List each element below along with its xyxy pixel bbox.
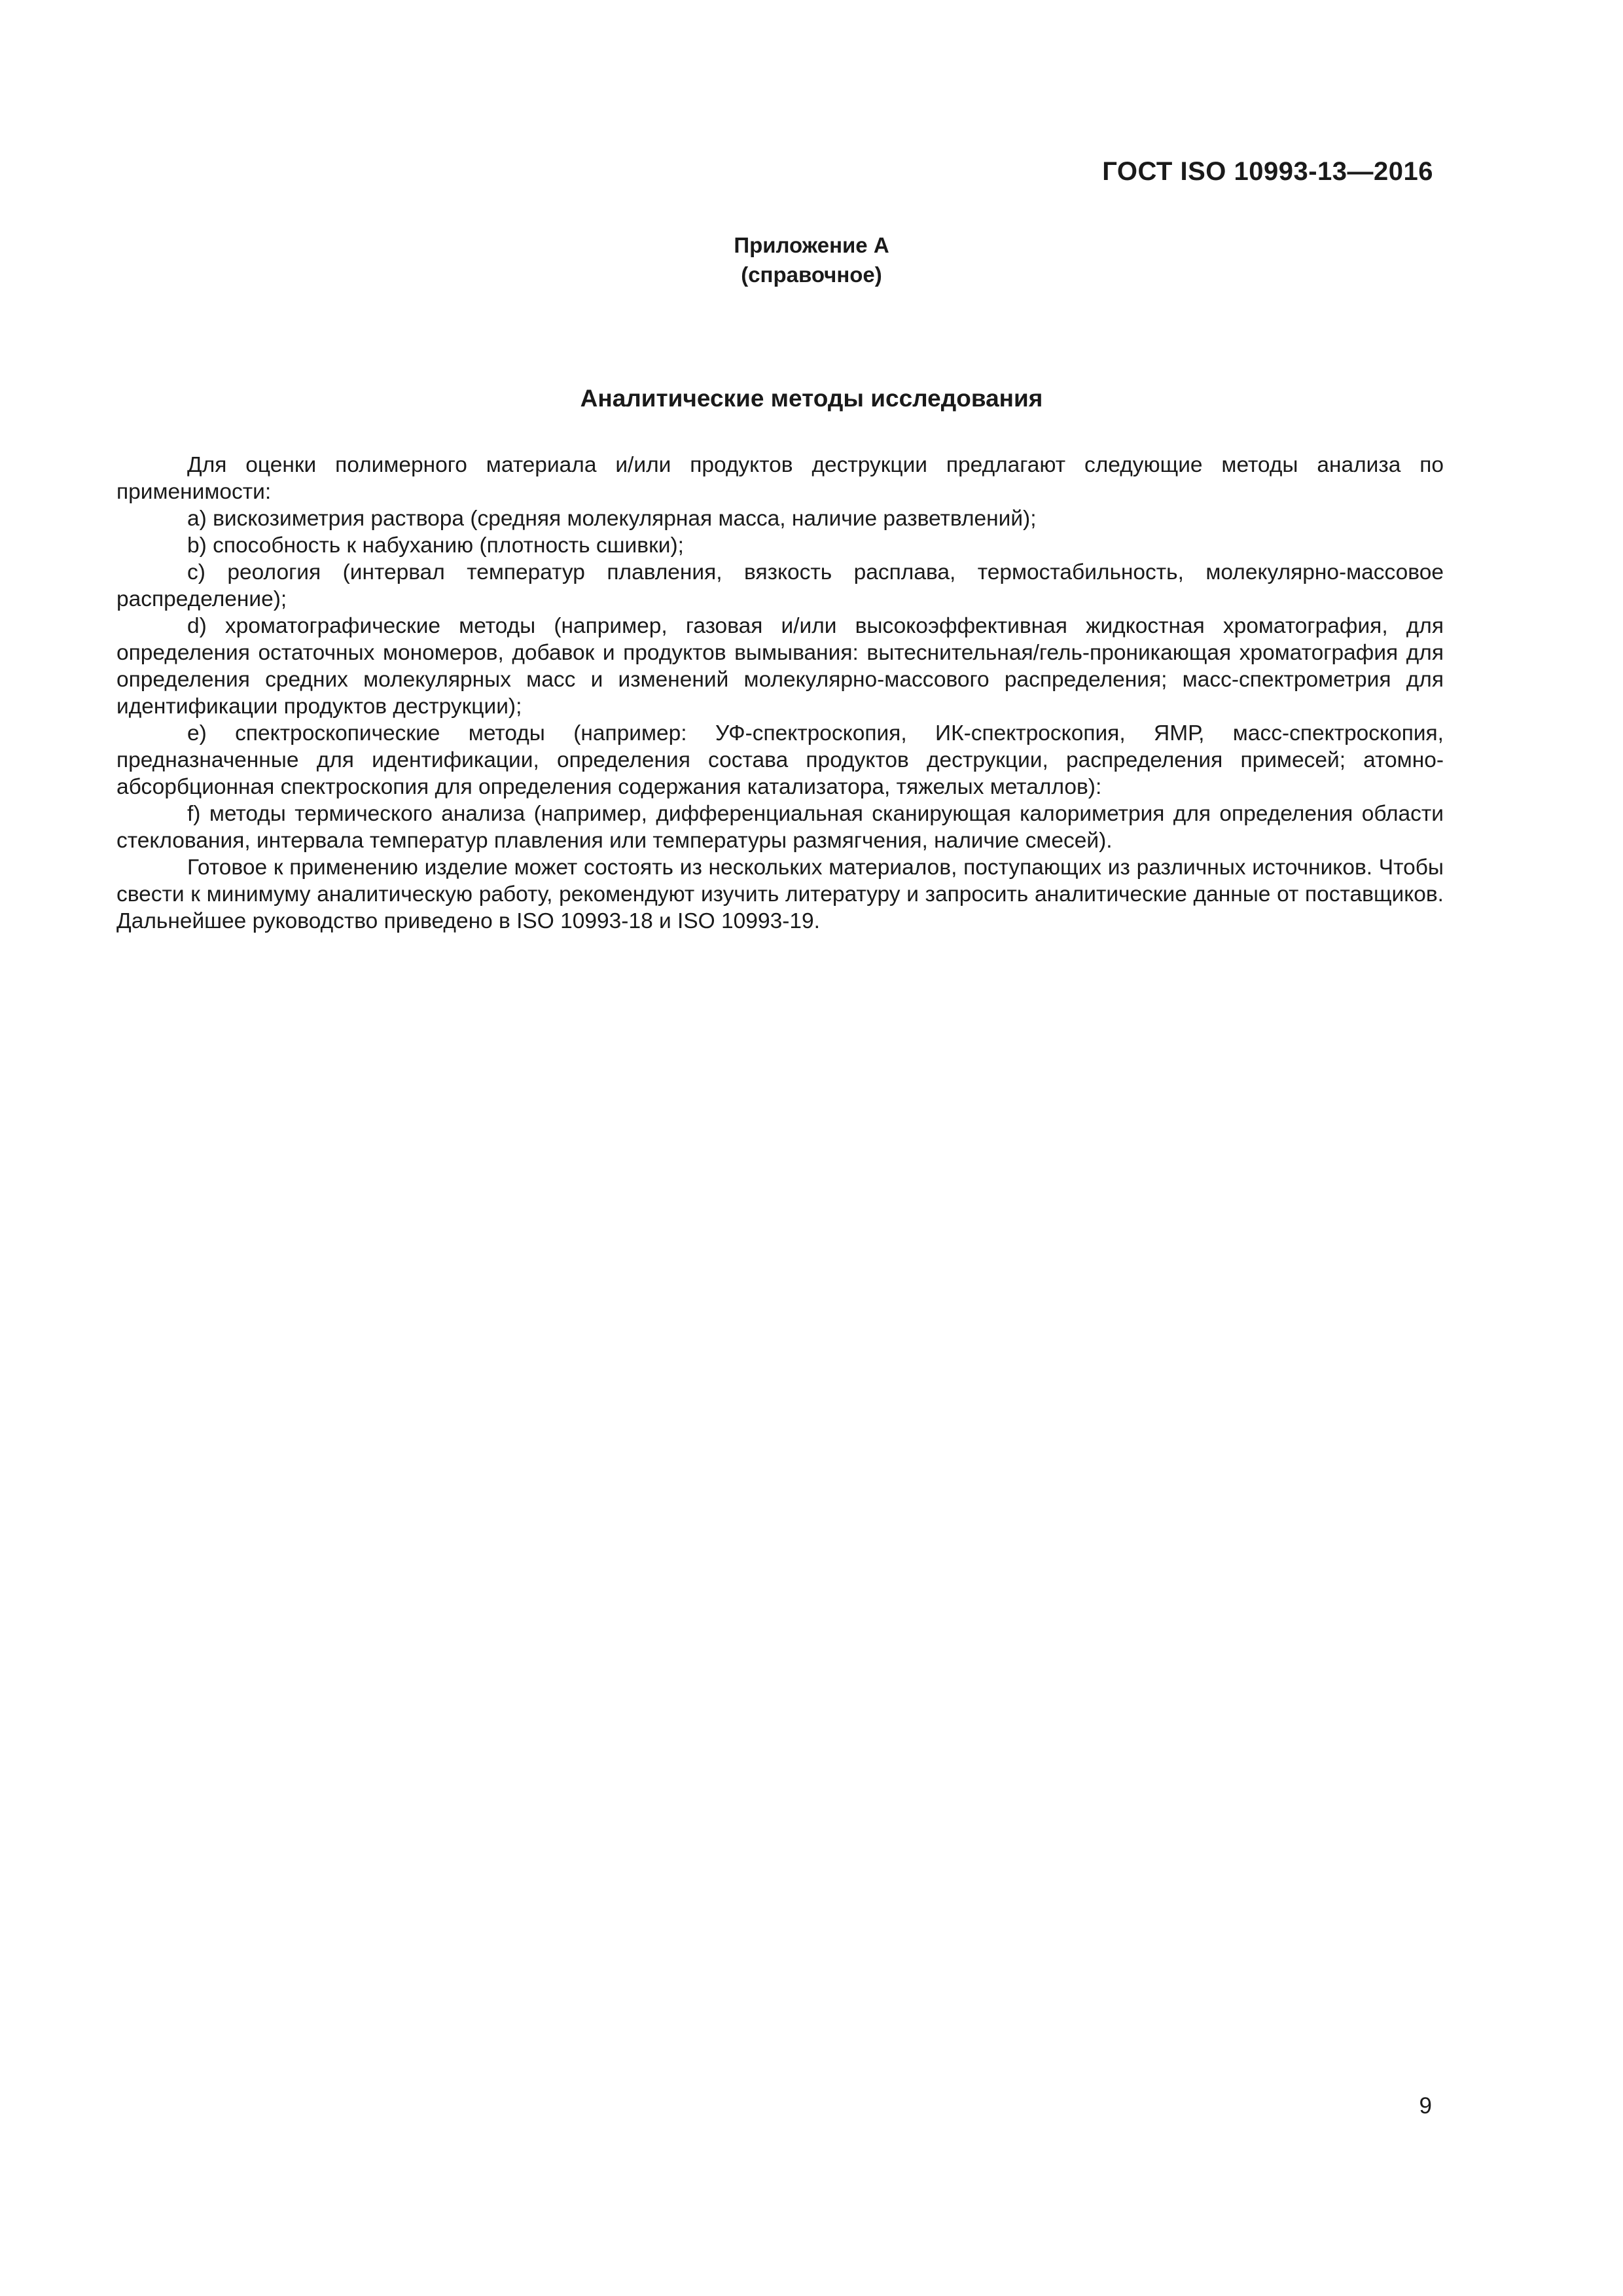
intro-paragraph: Для оценки полимерного материала и/или продуктов деструкции предлагают следующие методы анализа по применимости:: [116, 453, 1444, 504]
body-text: [116, 452, 1444, 935]
page-number: 9: [1419, 2093, 1432, 2119]
closing-paragraph: Готовое к применению изделие может состоять из нескольких материалов, поступающих из различных источников. Чтобы свести к минимуму аналитическую работу, рекомендуют изучить литературу и запросить аналитические данные от поставщиков. Дальнейшее руководство приведено в ISO 10993-18 и ISO 10993-19.: [116, 855, 1444, 933]
list-item-f: f) методы термического анализа (например, дифференциальная сканирующая калориметрия для определения области стеклования, интервала температур плавления или температуры размягчения, наличие смесей).: [116, 802, 1444, 853]
appendix-title: Приложение А: [734, 233, 889, 257]
appendix-subtitle: (справочное): [741, 262, 882, 287]
appendix-heading: [0, 230, 1623, 289]
list-item-d: d) хроматографические методы (например, газовая и/или высокоэффективная жидкостная хроматография, для определения остаточных мономеров, добавок и продуктов вымывания: вытеснительная/гель-проникающая хроматография для определения средних молекулярных масс и изменений молекулярно-массового распределения; масс-спектрометрия для идентификации продуктов деструкции);: [116, 614, 1444, 719]
list-item-b: b) способность к набуханию (плотность сшивки);: [187, 533, 684, 558]
list-item-e: e) спектроскопические методы (например: УФ-спектроскопия, ИК-спектроскопия, ЯМР, масс-спектроскопия, предназначенные для идентификации, определения состава продуктов деструкции, распределения примесей; атомно-абсорбционная спектроскопия для определения содержания катализатора, тяжелых металлов):: [116, 721, 1444, 799]
document-code: ГОСТ ISO 10993-13—2016: [1102, 157, 1433, 186]
list-item-c: c) реология (интервал температур плавления, вязкость расплава, термостабильность, молекулярно-массовое распределение);: [116, 560, 1444, 611]
list-item-a: a) вискозиметрия раствора (средняя молекулярная масса, наличие разветвлений);: [187, 507, 1037, 531]
section-title: Аналитические методы исследования: [580, 385, 1043, 412]
